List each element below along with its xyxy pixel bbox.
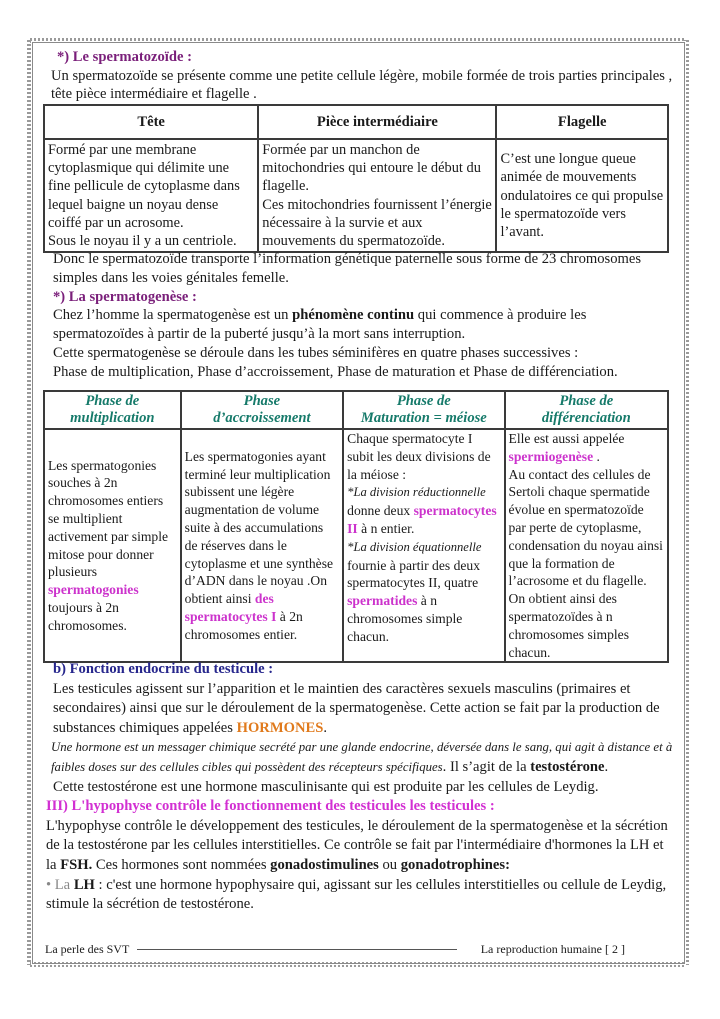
table-header-maturation bbox=[343, 391, 504, 429]
header-line: Phase de bbox=[85, 393, 140, 409]
cell-text: Sous le noyau il y a un centriole. bbox=[48, 233, 237, 250]
hormone-definition bbox=[51, 738, 673, 777]
bold-text: gonadotrophines: bbox=[400, 856, 510, 873]
text: Ces hormones sont nommées bbox=[92, 856, 271, 873]
hypophyse-lh-bullet bbox=[46, 876, 673, 915]
header-line: multiplication bbox=[70, 410, 155, 426]
section-title-spermatozoide: *) Le spermatozoïde : bbox=[57, 49, 192, 65]
highlight-term: des spermatocytes I bbox=[184, 591, 277, 624]
spermatogenese-p1 bbox=[53, 306, 673, 344]
spermatogenese-p2: Cette spermatogenèse se déroule dans les tubes séminifères en quatre phases successives : bbox=[53, 344, 579, 361]
spermatogenese-p3: Phase de multiplication, Phase d’accroissement, Phase de maturation et Phase de différenciation. bbox=[53, 363, 618, 380]
table-header-piece: Pièce intermédiaire bbox=[258, 105, 496, 139]
cell-text: Formée par un manchon de mitochondries qui entoure le début du flagelle. bbox=[262, 142, 481, 195]
cell-text: Chaque spermatocyte I subit les deux divisions de la méiose : bbox=[347, 431, 491, 482]
section-title-hypophyse: III) L'hypophyse contrôle le fonctionnement des testicules les testicules : bbox=[46, 798, 495, 815]
table-cell-differenciation bbox=[505, 429, 668, 662]
cell-text: Ces mitochondries fournissent l’énergie nécessaire à la survie et aux mouvements du spermatozoïde. bbox=[262, 196, 492, 250]
text: Chez l’homme la spermatogenèse est un bbox=[53, 307, 293, 324]
highlight-term: spermatogonies bbox=[48, 582, 139, 598]
table-header-row bbox=[44, 105, 668, 139]
table-header-accroissement bbox=[181, 391, 343, 429]
spermatozoide-intro: Un spermatozoïde se présente comme une petite cellule légère, mobile formée de trois parties principales , tête pièce intermédiaire et flagelle . bbox=[51, 67, 673, 103]
table-header-flagelle: Flagelle bbox=[496, 105, 668, 139]
text: . bbox=[604, 758, 609, 775]
endocrine-p2: Cette testostérone est une hormone masculinisante qui est produite par les cellules de Leydig. bbox=[53, 778, 599, 795]
table-cell-flagelle bbox=[496, 139, 668, 252]
text: . bbox=[323, 719, 328, 736]
cell-text: donne deux bbox=[347, 503, 414, 519]
bold-text: LH bbox=[73, 876, 95, 893]
table-header-differenciation bbox=[505, 391, 668, 429]
section-title-spermatogenese: *) La spermatogenèse : bbox=[53, 288, 197, 305]
text: . Il s’agit de la bbox=[442, 758, 531, 775]
cell-text: à n entier. bbox=[357, 520, 415, 536]
cell-text: Formé par une membrane cytoplasmique qui délimite une fine pellicule de cytoplasme dans lequel baigne un noyau dense coiffé par un acrosome. bbox=[48, 142, 240, 231]
footer-right: La reproduction humaine [ 2 ] bbox=[480, 941, 625, 956]
cell-text: à n chromosomes simple chacun. bbox=[347, 593, 463, 644]
bold-text: FSH. bbox=[60, 856, 93, 873]
footer-left: La perle des SVT bbox=[45, 941, 130, 956]
table-row bbox=[44, 139, 668, 252]
spermatozoide-conclusion: Donc le spermatozoïde transporte l’information génétique paternelle sous forme de 23 chromosomes simples dans les voies génitales femelle. bbox=[53, 251, 642, 286]
hypophyse-p1 bbox=[46, 817, 673, 876]
table-cell-tete bbox=[44, 139, 258, 252]
cell-text: . bbox=[593, 448, 600, 464]
cell-text: On obtient ainsi des spermatozoïdes à n chromosomes simples chacun. bbox=[508, 591, 629, 660]
endocrine-p1 bbox=[53, 680, 673, 739]
cell-text: Au contact des cellules de Sertoli chaque spermatide évolue en spermatozoïde par perte de cytoplasme, condensation du noyau ainsi que la formation de l’acrosome et du flagelle. bbox=[508, 466, 663, 589]
table-cell-piece bbox=[258, 139, 496, 252]
bold-text: testostérone bbox=[530, 758, 605, 775]
table-cell-accroissement bbox=[181, 429, 343, 662]
spermatogenese-phases-table bbox=[43, 390, 669, 663]
cell-text: fournie à partir des deux spermatocytes II, quatre bbox=[347, 557, 481, 591]
header-line: Phase de bbox=[559, 393, 614, 409]
bullet-icon: • La bbox=[46, 876, 74, 893]
section-spermatogenese bbox=[53, 250, 673, 382]
header-line: Maturation = méiose bbox=[360, 410, 487, 426]
header-line: Phase bbox=[243, 393, 281, 409]
cell-text: à 2n chromosomes entier. bbox=[184, 608, 303, 642]
text: ou bbox=[378, 856, 401, 873]
table-header-row bbox=[44, 391, 668, 429]
bold-text: gonadostimulines bbox=[270, 856, 379, 873]
cell-text: C’est une longue queue animée de mouvements ondulatoires ce qui propulse le spermatozoïde vers l’avant. bbox=[500, 151, 664, 240]
italic-term: *La division équationnelle bbox=[347, 539, 482, 554]
cell-text: toujours à 2n chromosomes. bbox=[48, 600, 127, 633]
definition-text: Une hormone est un messager chimique secrété par une glande endocrine, déversée dans le sang, qui agit à distance et à faibles doses sur des cellules cibles qui possèdent des récepteurs spécifiques bbox=[51, 740, 673, 774]
table-cell-maturation bbox=[343, 429, 504, 662]
header-line: Phase de bbox=[396, 393, 451, 409]
footer-rule bbox=[137, 949, 457, 950]
cell-text: Elle est aussi appelée bbox=[508, 431, 625, 446]
text: : c'est une hormone hypophysaire qui, agissant sur les cellules interstitielles ou cellule de Leydig, stimule la sécrétion de testostérone. bbox=[46, 876, 667, 913]
text: Les testicules agissent sur l’apparition et le maintien des caractères sexuels masculins (primaires et secondaires) ainsi que sur le déroulement de la spermatogenèse. Cette action se fait par la production de substances chimiques appelées bbox=[53, 680, 660, 736]
table-row bbox=[44, 429, 668, 662]
bold-text: phénomène continu bbox=[292, 307, 415, 324]
hormones-term: HORMONES bbox=[236, 719, 324, 736]
cell-text: Les spermatogonies souches à 2n chromosomes entiers se multiplient activement par simple mitose pour donner plusieurs bbox=[48, 457, 169, 580]
page-footer bbox=[45, 941, 670, 957]
table-header-multiplication bbox=[44, 391, 181, 429]
text: qui commence à produire les spermatozoïdes à partir de la puberté jusqu’à la mort sans interruption. bbox=[53, 307, 587, 343]
highlight-term: spermatides bbox=[347, 593, 418, 609]
table-header-tete: Tête bbox=[44, 105, 258, 139]
header-line: différenciation bbox=[541, 410, 631, 426]
section-spermatozoide bbox=[53, 48, 673, 104]
section-title-endocrine: b) Fonction endocrine du testicule : bbox=[53, 661, 274, 677]
table-cell-multiplication bbox=[44, 429, 181, 662]
highlight-term: spermatocytes II bbox=[347, 503, 497, 536]
header-line: d’accroissement bbox=[213, 410, 311, 426]
highlight-term: spermiogenèse bbox=[508, 448, 594, 464]
cell-text: Les spermatogonies ayant terminé leur multiplication subissent une légère augmentation de volume suite à des accumulations de réserves dans le cytoplasme et une synthèse d’ADN dans le noyau .On obtient ainsi bbox=[184, 448, 334, 607]
spermatozoide-table bbox=[43, 104, 669, 253]
italic-term: *La division réductionnelle bbox=[347, 485, 486, 500]
section-endocrine bbox=[46, 660, 673, 915]
text: L'hypophyse contrôle le développement des testicules, le déroulement de la spermatogenèse et la sécrétion de la testostérone par les cellules interstitielles. Ce contrôle se fait par l'intermédiaire d'hormones la LH et la bbox=[46, 817, 668, 873]
